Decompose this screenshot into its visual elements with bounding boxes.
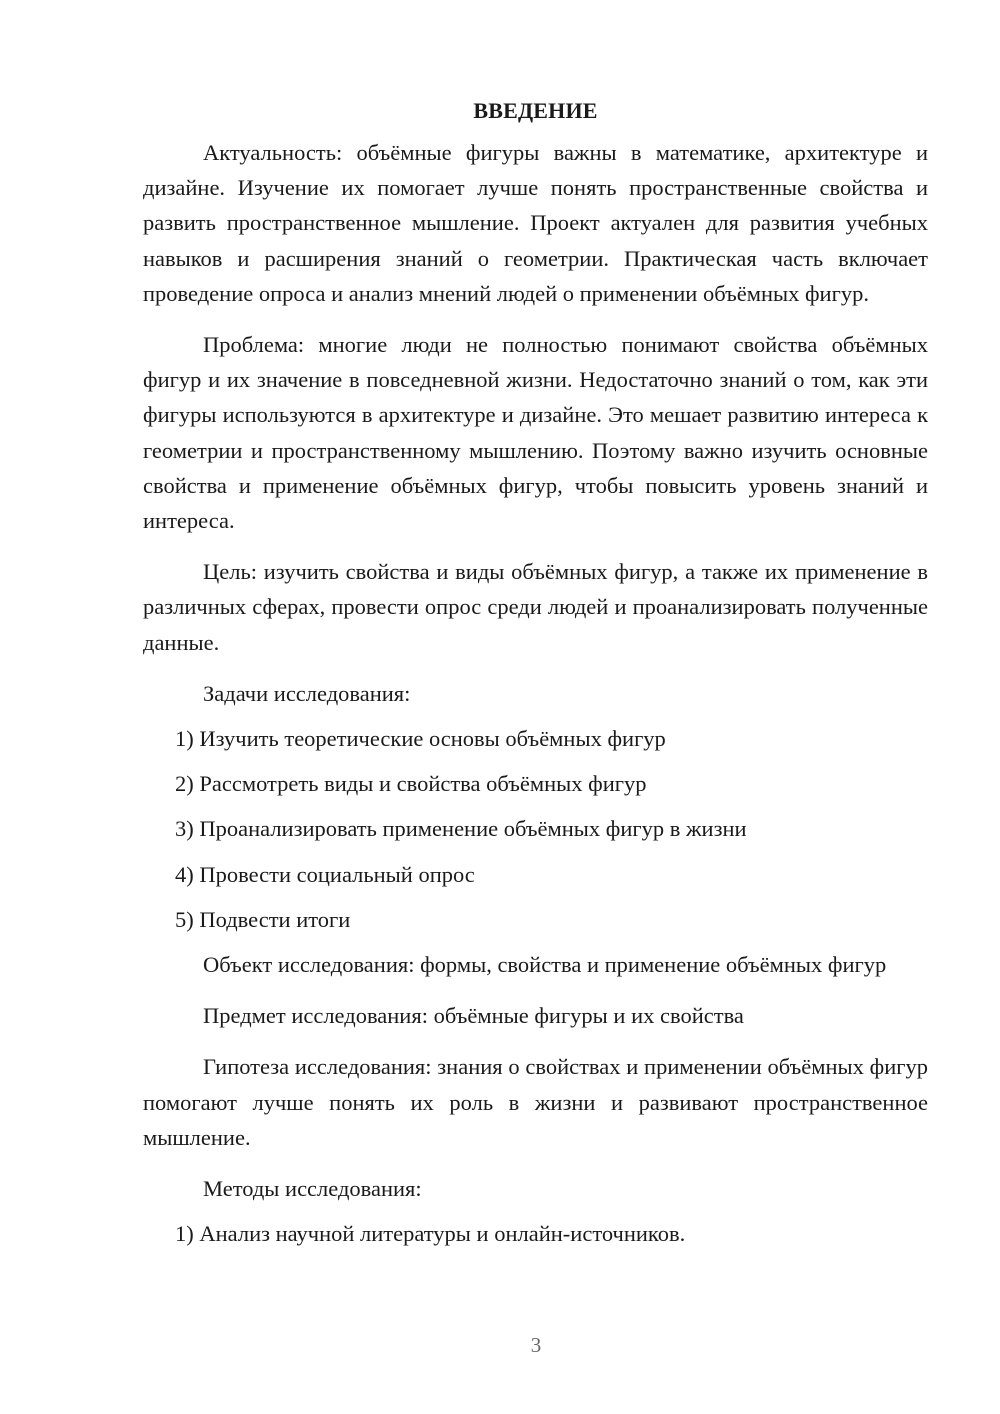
- task-item: 1) Изучить теоретические основы объёмных фигур: [175, 726, 666, 752]
- hypothesis-paragraph: Гипотеза исследования: знания о свойствах и применении объёмных фигур помогают лучше понять их роль в жизни и развивают пространственное мышление.: [143, 1054, 928, 1150]
- document-body: [143, 93, 928, 1261]
- object-paragraph: Объект исследования: формы, свойства и применение объёмных фигур: [203, 952, 887, 978]
- task-item: 4) Провести социальный опрос: [175, 861, 475, 887]
- tasks-list: [143, 721, 928, 937]
- task-item: 2) Рассмотреть виды и свойства объёмных фигур: [175, 771, 647, 797]
- relevance-paragraph: Актуальность: объёмные фигуры важны в математике, архитектуре и дизайне. Изучение их помогает лучше понять пространственные свойства и развить пространственное мышление. Проект актуален для развития учебных навыков и расширения знаний о геометрии. Практическая часть включает проведение опроса и анализ мнений людей о применении объёмных фигур.: [143, 140, 928, 306]
- problem-paragraph: Проблема: многие люди не полностью понимают свойства объёмных фигур и их значение в повседневной жизни. Недостаточно знаний о том, как эти фигуры используются в архитектуре и дизайне. Это мешает развитию интереса к геометрии и пространственному мышлению. Поэтому важно изучить основные свойства и применение объёмных фигур, чтобы повысить уровень знаний и интереса.: [143, 332, 928, 534]
- methods-heading: Методы исследования:: [203, 1176, 422, 1202]
- page-number: 3: [530, 1333, 542, 1357]
- task-item: 5) Подвести итоги: [175, 906, 351, 932]
- methods-list: [143, 1216, 928, 1251]
- tasks-heading: Задачи исследования:: [203, 680, 411, 706]
- subject-paragraph: Предмет исследования: объёмные фигуры и их свойства: [203, 1003, 744, 1029]
- goal-paragraph: Цель: изучить свойства и виды объёмных фигур, а также их применение в различных сферах, провести опрос среди людей и проанализировать полученные данные.: [143, 559, 928, 655]
- section-title: ВВЕДЕНИЕ: [473, 98, 598, 123]
- task-item: 3) Проанализировать применение объёмных фигур в жизни: [175, 816, 747, 842]
- method-item: 1) Анализ научной литературы и онлайн-источников.: [175, 1221, 686, 1247]
